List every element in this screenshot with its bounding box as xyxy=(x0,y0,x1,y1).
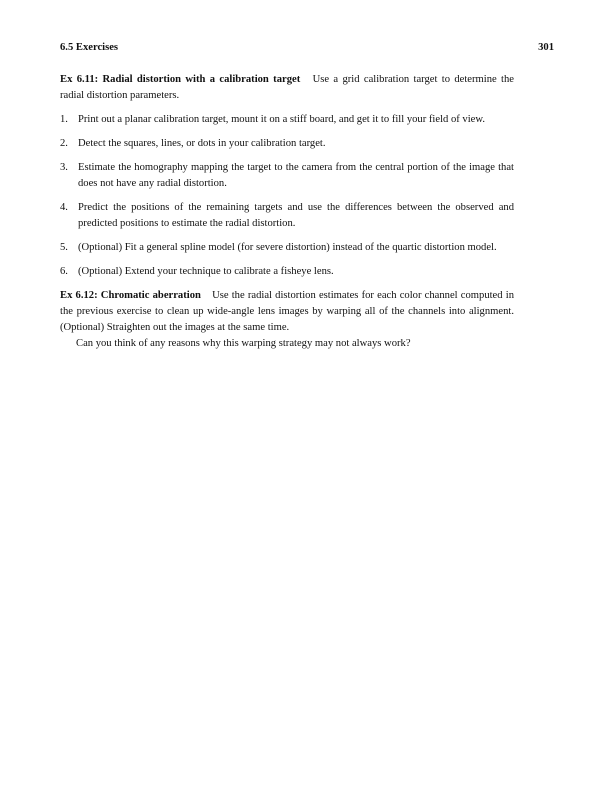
list-item xyxy=(60,136,514,152)
list-item-text: Estimate the homography mapping the target to the camera from the central portion of the image that does not have any radial distortion. xyxy=(78,162,514,189)
running-head xyxy=(60,40,554,56)
page-number: 301 xyxy=(538,42,554,53)
list-item-number: 4. xyxy=(60,202,68,213)
list-item-text: (Optional) Extend your technique to calibrate a fisheye lens. xyxy=(78,266,334,277)
exercise-6-12-title: Ex 6.12: Chromatic aberration xyxy=(60,290,201,301)
list-item-text: (Optional) Fit a general spline model (for severe distortion) instead of the quartic distortion model. xyxy=(78,242,497,253)
exercise-6-12-followup: Can you think of any reasons why this warping strategy may not always work? xyxy=(76,338,411,349)
list-item-number: 3. xyxy=(60,162,68,173)
exercise-6-12 xyxy=(60,288,554,336)
list-item xyxy=(60,240,514,256)
list-item-number: 5. xyxy=(60,242,68,253)
list-item-number: 6. xyxy=(60,266,68,277)
exercise-6-12-body: Use the radial distortion estimates for each color channel computed in the previous exercise to clean up wide-angle lens images by warping all of the channels into alignment. (Optional) Straighten out the images at the same time. xyxy=(60,290,514,333)
list-item-number: 2. xyxy=(60,138,68,149)
exercise-6-11-steps xyxy=(60,112,554,280)
page xyxy=(60,40,554,352)
list-item xyxy=(60,112,514,128)
list-item-number: 1. xyxy=(60,114,68,125)
exercise-6-11-title: Ex 6.11: Radial distortion with a calibration target xyxy=(60,74,301,85)
list-item-text: Detect the squares, lines, or dots in your calibration target. xyxy=(78,138,326,149)
section-title: 6.5 Exercises xyxy=(60,42,119,53)
exercise-6-11 xyxy=(60,72,554,104)
list-item xyxy=(60,160,514,192)
exercise-6-11-intro: Use a grid calibration target to determine the radial distortion parameters. xyxy=(60,74,515,101)
list-item-text: Predict the positions of the remaining targets and use the differences between the observed and predicted positions to estimate the radial distortion. xyxy=(78,202,514,229)
list-item xyxy=(60,264,514,280)
list-item-text: Print out a planar calibration target, mount it on a stiff board, and get it to fill your field of view. xyxy=(78,114,485,125)
list-item xyxy=(60,200,514,232)
